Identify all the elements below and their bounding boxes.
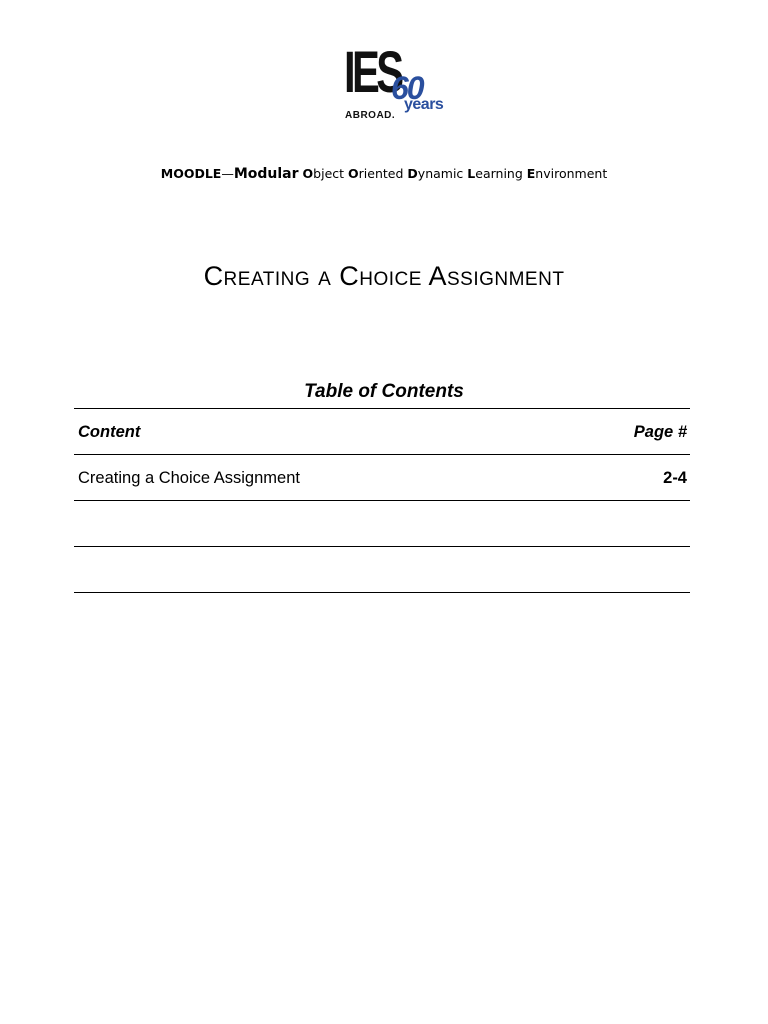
toc-header-content: Content: [78, 423, 141, 441]
toc-heading: Table of Contents: [304, 381, 464, 402]
toc-row: [74, 501, 690, 547]
subtitle-initial-o2: O: [348, 166, 359, 181]
subtitle-word-modular: Modular: [233, 166, 299, 182]
subtitle-initial-d: D: [407, 166, 418, 181]
toc-header-page: Page #: [633, 423, 687, 441]
logo-anniversary-number: 60: [391, 70, 423, 106]
subtitle-acronym: MOODLE: [160, 166, 222, 181]
toc-row: [74, 455, 690, 501]
toc-row: [74, 547, 690, 593]
logo-ies-text: IES: [344, 40, 401, 105]
subtitle-initial-l: L: [467, 166, 476, 181]
subtitle-word-dynamic: ynamic: [417, 166, 468, 181]
toc-table: [74, 408, 690, 593]
subtitle-word-object: bject: [313, 166, 349, 181]
toc-header-row: [74, 409, 690, 455]
subtitle-word-environment: nvironment: [535, 166, 608, 181]
toc-row-content: Creating a Choice Assignment: [78, 469, 300, 487]
subtitle-initial-e: E: [526, 166, 536, 181]
logo-abroad-text: ABROAD.: [345, 110, 396, 121]
ies-abroad-logo: [344, 40, 456, 126]
logo-anniversary-word: years: [404, 96, 444, 113]
subtitle-word-learning: earning: [475, 166, 527, 181]
toc-row-page: 2-4: [663, 469, 687, 487]
document-title: Creating a Choice Assignment: [203, 261, 565, 291]
subtitle-word-oriented: riented: [358, 166, 408, 181]
moodle-subtitle: [0, 165, 768, 183]
subtitle-dash: —: [221, 166, 234, 181]
subtitle-initial-o1: O: [302, 166, 314, 181]
